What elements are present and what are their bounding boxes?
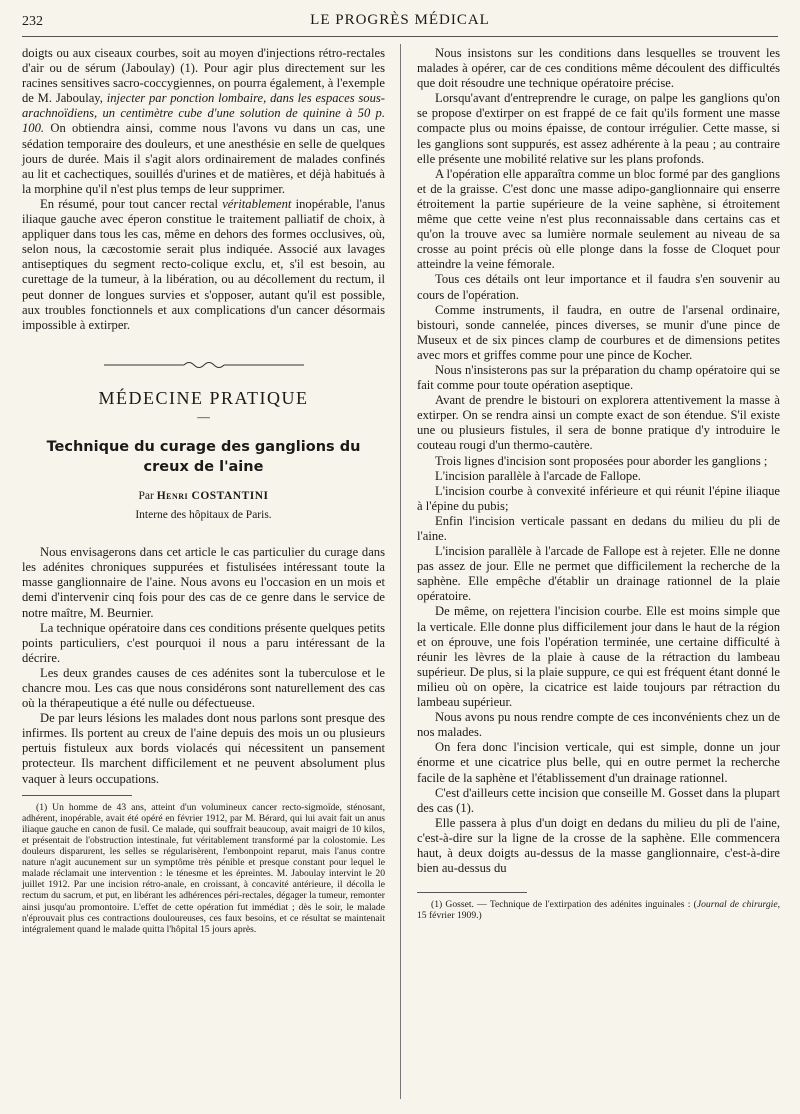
paragraph: Tous ces détails ont leur importance et il faudra s'en souvenir au cours de l'opération. xyxy=(417,272,780,302)
byline-prefix: Par xyxy=(138,489,157,502)
list-item: Enfin l'incision verticale passant en dedans du milieu du pli de l'aine. xyxy=(417,513,780,543)
author-name: Henri COSTANTINI xyxy=(156,489,269,502)
text-run: inopérable, l'anus iliaque gauche avec éperon constitue le traitement palliatif de choix, à appliquer dans tous les cas, même en dehors des formes occlusives, où, selon nous, la cæcostomie serait plus indiquée. Associé aux lavages antiseptiques du segment recto-colique exclu, et, s'il est besoin, au curettage de la tumeur, à la libération, ou au décollement du rectum, il peut donner de longues survies et s'opposer, autant qu'il est possible, aux troubles fonctionnels et aux complications d'un cancer désormais impossible à extirper. xyxy=(22,196,385,332)
text-run: (1) Gosset. — Technique de l'extirpation des adénites inguinales : ( xyxy=(431,899,697,911)
running-title: LE PROGRÈS MÉDICAL xyxy=(310,12,490,28)
paragraph: C'est d'ailleurs cette incision que conseille M. Gosset dans la plupart des cas (1). xyxy=(417,785,780,815)
list-item: L'incision parallèle à l'arcade de Fallope. xyxy=(435,468,641,483)
paragraph: Les deux grandes causes de ces adénites sont la tuberculose et le chancre mou. Les cas que nous considérons sont naturellement des cas où la thérapeutique a été nulle ou défectueuse. xyxy=(22,665,385,711)
text-run: On obtiendra ainsi, comme nous l'avons vu dans un cas, une sédation temporaire des douleurs, et une anesthésie en selle de quelques jours de durée. Mais il s'agit alors ordinairement de malades confinés au lit et cachectiques, souillés d'urines et de matières, et déjà habitués à la morphine qu'il n'est plus temps de leur supprimer. xyxy=(22,121,385,196)
paragraph: Lorsqu'avant d'entreprendre le curage, on palpe les ganglions qu'on se propose d'extirper on est frappé de ce fait qu'ils forment une masse compacte plus ou moins épaisse, de contour irrégulier. Cette masse, si les ganglions sont suppurés, est assez adhérente à la peau ; au contraire elle présente une mobilité relative sur les plans profonds. xyxy=(417,91,780,166)
footnote-rule xyxy=(417,892,527,893)
paragraph: Nous avons pu nous rendre compte de ces inconvénients chez un de nos malades. xyxy=(417,710,780,740)
paragraph: Avant de prendre le bistouri on explorera attentivement la masse à extirper. On se rendra ainsi un compte exact de son étendue. S'il existe une ou plusieurs fistules, il sera de bonne pratique d'y introduire le couteau rougi d'un thermo-cautère. xyxy=(417,393,780,453)
italic-run: véritablement xyxy=(222,196,292,211)
paragraph: L'incision parallèle à l'arcade de Fallope est à rejeter. Elle ne donne pas assez de jour. Elle ne permet que difficilement la recherche de la saphène. Elle empêche d'établir un drainage rationnel de la plaie opératoire. xyxy=(417,544,780,604)
ornament-divider xyxy=(22,359,385,369)
text-run: , 15 février 1909.) xyxy=(417,899,780,922)
italic-run: Journal de chirurgie xyxy=(696,899,778,911)
section-title: MÉDECINE PRATIQUE xyxy=(98,387,309,408)
paragraph: On fera donc l'incision verticale, qui est simple, donne un jour énorme et une cicatrice plus belle, qui en outre permet la recherche facile de la saphène et l'établissement d'un drainage rationnel. xyxy=(417,740,780,785)
page-header xyxy=(22,10,778,37)
italic-run: injecter par ponction lombaire, dans les espaces sous-arachnoïdiens, un centimètre cube d'une solution de quinine à 50 p. 100. xyxy=(22,91,385,136)
ornament-icon xyxy=(104,360,304,370)
paragraph xyxy=(22,46,385,197)
footnote xyxy=(417,899,780,921)
byline xyxy=(22,489,385,504)
paragraph: Elle passera à plus d'un doigt en dedans du milieu du pli de l'aine, c'est-à-dire sur la ligne de la crosse de la saphène. Elle commencera haut, à deux doigts au-dessus de la masse ganglionnaire, c'est-à-dire bien au-dessus du xyxy=(417,815,780,876)
paragraph: La technique opératoire dans ces conditions présente quelques petits points particuliers, c'est pourquoi il nous a paru intéressant de la décrire. xyxy=(22,620,385,665)
paragraph xyxy=(22,197,385,333)
paragraph: Nous envisagerons dans cet article le cas particulier du curage dans les adénites chroniques suppurées et fistulisées intéressant toute la masse ganglionnaire de l'aine. Nous avons eu l'occasion en un mois et demi d'intervenir cinq fois pour des cas de ce genre dans le service de notre maître, M. Beurnier. xyxy=(22,545,385,620)
paragraph: A l'opération elle apparaîtra comme un bloc formé par des ganglions et de la graisse. C'est donc une masse adipo-ganglionnaire qui enserre étroitement la partie supérieure de la veine saphène, si étroitement même que cette veine n'est plus reconnaissable dans certains cas et qu'on la trouve avec sa lumière normale seulement au niveau de sa crosse au point précis où elle plonge dans la fosse de Cloquet pour atteindre la veine fémorale. xyxy=(417,166,780,272)
paragraph: Trois lignes d'incision sont proposées pour aborder les ganglions ; xyxy=(435,453,768,468)
paragraph: Comme instruments, il faudra, en outre de l'arsenal ordinaire, bistouri, sonde cannelée, pinces diverses, se munir d'une pince de Museux et de six pinces clamp de courbures et de dimensions petites avec mors et griffes comme pour une pince de Kocher. xyxy=(417,302,780,362)
column-divider xyxy=(400,44,401,1099)
footnote: (1) Un homme de 43 ans, atteint d'un volumineux cancer recto-sigmoïde, sténosant, adhérent, inopérable, avait été opéré en février 1912, par M. Bérard, qui lui avait fait un anus iliaque gauche en canon de fusil. Ce malade, qui souffrait beaucoup, avait maigri de 10 kilos, et présentait de l'obstruction intestinale, fut véritablement transformé par la colostomie. Les douleurs disparurent, les selles se régularisèrent, l'embonpoint reparut, mais l'anus contre nature n'agit aucunement sur un symptôme très pénible et presque constant pour lequel le malade réclamait une intervention : le ténesme et les épreintes. M. Jaboulay intervint le 20 juillet 1912. Par une incision rétro-anale, en croissant, à concavité antérieure, il décolla le rectum du sacrum, et put, en libérant les adhérences péri-rectales, dégager la tumeur, remonter ainsi jusqu'au promontoire. L'effet de cette opération fut immédiat ; dès le soir, le malade n'éprouvait plus ces contractions douloureuses, ces faux besoins, et ce résultat se maintenait intégralement quand le malade quitta l'hôpital 15 jours après. xyxy=(22,801,385,935)
paragraph: Nous n'insisterons pas sur la préparation du champ opératoire qui se fait comme pour toute opération aseptique. xyxy=(417,362,780,393)
paragraph: Nous insistons sur les conditions dans lesquelles se trouvent les malades à opérer, car de ces conditions même découlent des difficultés que doit résoudre une technique opératoire précise. xyxy=(417,46,780,91)
text-run: doigts ou aux ciseaux courbes, soit au moyen d'injections rétro-rectales d'air ou de sérum (Jaboulay) (1). Pour agir plus directement sur les racines sensitives sacro-coccygiennes, on pourra également, à l'exemple de M. Jaboulay, xyxy=(22,46,385,106)
right-column xyxy=(417,46,780,921)
left-column xyxy=(22,46,385,935)
paragraph: De par leurs lésions les malades dont nous parlons sont presque des infirmes. Ils portent au creux de l'aine depuis des mois un ou plusieurs pertuis fistuleux aux bords violacés qui nécessitent un pansement protecteur. Ils marchent difficilement et ne peuvent absolument plus vaquer à leurs occupations. xyxy=(22,711,385,786)
section-dash: — xyxy=(197,409,210,424)
page-number: 232 xyxy=(22,14,43,29)
author-affiliation: Interne des hôpitaux de Paris. xyxy=(135,509,272,522)
article-title: Technique du curage des ganglions du creux de l'aine xyxy=(46,438,361,475)
list-item: L'incision courbe à convexité inférieure et qui réunit l'épine iliaque à l'épine du pubis; xyxy=(417,483,780,513)
text-run: En résumé, pour tout cancer rectal xyxy=(40,196,223,211)
footnote-rule xyxy=(22,795,132,796)
paragraph: De même, on rejettera l'incision courbe. Elle est moins simple que la verticale. Elle donne plus difficilement jour dans le haut de la région et on éprouve, une fois l'opération terminée, une certaine difficulté à réunir les lèvres de la plaie à cause de la rétraction du lambeau supérieur. De plus, si la plaie suppure, ce qui est fréquent étant donné le milieu où on opère, la cicatrice est laide toujours par rétraction du lambeau supérieur. xyxy=(417,604,780,710)
